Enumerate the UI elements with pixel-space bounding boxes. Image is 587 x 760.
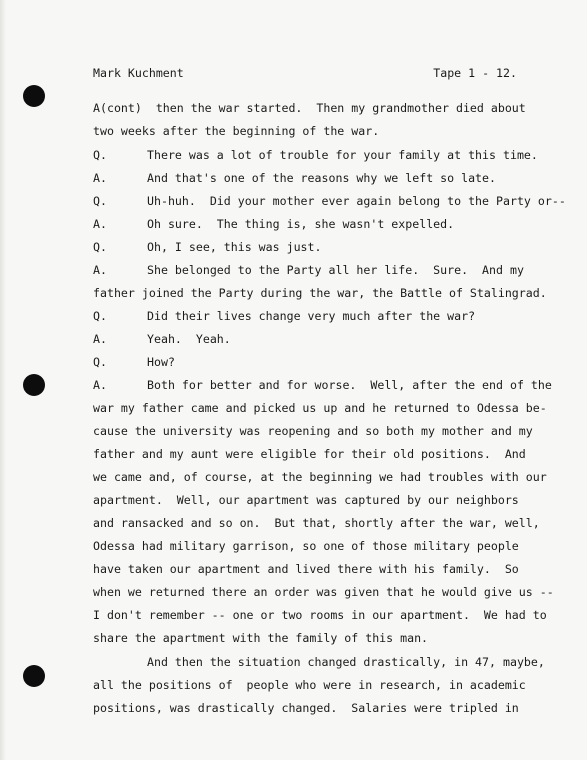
binder-hole-bottom-icon: [23, 665, 45, 687]
page-edge-shadow: [0, 0, 6, 760]
transcript-line: [93, 401, 547, 415]
line-text: apartment. Well, our apartment was captured by our neighbors: [93, 493, 519, 507]
speaker-label: A.: [93, 332, 107, 346]
line-text: we came and, of course, at the beginning we had troubles with our: [93, 470, 547, 484]
line-text: and ransacked and so on. But that, shortly after the war, well,: [93, 516, 540, 530]
line-text: There was a lot of trouble for your family at this time.: [147, 148, 538, 162]
line-text: father and my aunt were eligible for their old positions. And: [93, 447, 526, 461]
transcript-line: [93, 124, 379, 138]
transcript-line: [93, 516, 540, 530]
line-text: A(cont) then the war started. Then my grandmother died about: [93, 101, 526, 115]
transcript-line: [93, 424, 533, 438]
speaker-label: Q.: [93, 309, 107, 323]
line-text: And that's one of the reasons why we left so late.: [147, 171, 497, 185]
tape-page-number: Tape 1 - 12.: [433, 66, 517, 80]
line-text: share the apartment with the family of this man.: [93, 631, 429, 645]
transcript-line: [93, 447, 526, 461]
page-header: [93, 66, 517, 84]
line-text: Oh, I see, this was just.: [147, 240, 322, 254]
line-text: Odessa had military garrison, so one of those military people: [93, 539, 519, 553]
transcript-line: [93, 608, 547, 622]
line-text: have taken our apartment and lived there with his family. So: [93, 562, 519, 576]
transcript-line: [93, 286, 547, 300]
line-text: She belonged to the Party all her life. Sure. And my: [147, 263, 524, 277]
transcript-line: [93, 493, 519, 507]
speaker-label: Q.: [93, 194, 107, 208]
transcript-line: [93, 585, 554, 599]
line-text: when we returned there an order was given that he would give us --: [93, 585, 554, 599]
line-text: Oh sure. The thing is, she wasn't expelled.: [147, 217, 455, 231]
line-text: father joined the Party during the war, the Battle of Stalingrad.: [93, 286, 547, 300]
speaker-label: A.: [93, 263, 107, 277]
speaker-label: Q.: [93, 355, 107, 369]
transcript-line: [93, 470, 547, 484]
interviewee-name: Mark Kuchment: [93, 66, 184, 80]
line-text: Both for better and for worse. Well, after the end of the: [147, 378, 552, 392]
line-text: Did their lives change very much after the war?: [147, 309, 476, 323]
line-text: all the positions of people who were in research, in academic: [93, 678, 526, 692]
binder-hole-top-icon: [23, 85, 45, 107]
speaker-label: Q.: [93, 240, 107, 254]
transcript-line: [93, 631, 428, 645]
speaker-label: A.: [93, 378, 107, 392]
transcript-line: [93, 678, 526, 692]
speaker-label: Q.: [93, 148, 107, 162]
line-text: two weeks after the beginning of the war.: [93, 124, 380, 138]
line-text: war my father came and picked us up and he returned to Odessa be-: [93, 401, 547, 415]
transcript-line: [93, 539, 519, 553]
speaker-label: A.: [93, 171, 107, 185]
line-text: How?: [147, 355, 175, 369]
line-text: I don't remember -- one or two rooms in our apartment. We had to: [93, 608, 547, 622]
line-text: positions, was drastically changed. Salaries were tripled in: [93, 701, 519, 715]
transcript-line: [93, 101, 526, 115]
transcript-line: [93, 701, 519, 715]
line-text: Uh-huh. Did your mother ever again belong to the Party or--: [147, 194, 566, 208]
speaker-label: A.: [93, 217, 107, 231]
binder-hole-middle-icon: [23, 374, 45, 396]
line-text: cause the university was reopening and so both my mother and my: [93, 424, 533, 438]
line-text: And then the situation changed drastically, in 47, maybe,: [147, 655, 545, 669]
transcript-line: [93, 562, 519, 576]
line-text: Yeah. Yeah.: [147, 332, 231, 346]
